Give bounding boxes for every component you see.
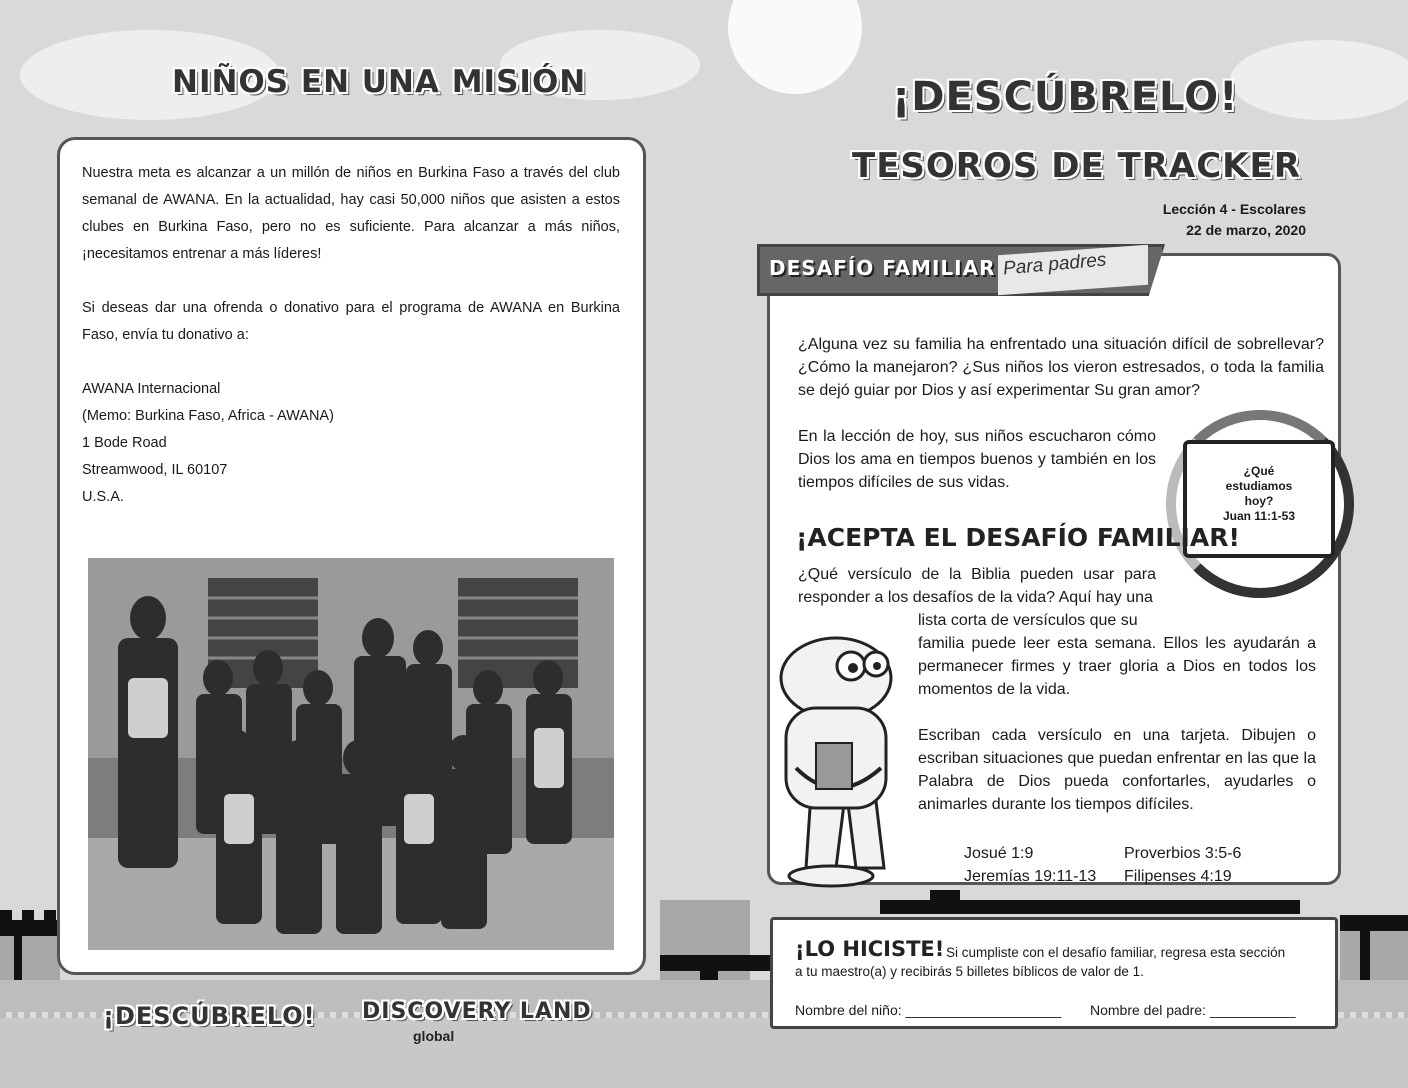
study-badge-text (1200, 464, 1318, 524)
mission-paragraph-donate: Si deseas dar una ofrenda o donativo para el programa de AWANA en Burkina Faso, envía tu donativo a: (82, 300, 620, 343)
sun-decoration (728, 0, 862, 94)
address-line: AWANA Internacional (82, 381, 221, 397)
cloud-decoration (1230, 40, 1408, 120)
address-line: 1 Bode Road (82, 435, 167, 451)
instructions-paragraph: Escriban cada versículo en una tarjeta. Dibujen o escriban situaciones que puedan enfrentar en las que la Palabra de Dios pueda confortarles, ayudarles o animarles durante los tiempos difíciles. (918, 727, 1316, 813)
descubrelo-footer-logo: ¡DESCÚBRELO! (103, 1002, 316, 1030)
mission-text (82, 160, 620, 511)
badge-question: hoy? (1244, 494, 1274, 508)
parent-name-field[interactable]: Nombre del padre: ___________ (1090, 1002, 1296, 1018)
badge-question: estudiamos (1225, 479, 1293, 493)
camel-mascot (756, 618, 906, 888)
completion-text-line2: a tu maestro(a) y recibirás 5 billetes bíblicos de valor de 1. (795, 964, 1144, 979)
challenge-text-bottom: familia puede leer esta semana. Ellos les ayudarán a permanecer firmes y traer gloria a Dios en todos los momentos de la vida. (918, 635, 1316, 698)
verse-item: Jeremías 19:11-13 (964, 868, 1097, 885)
challenge-text-top: ¿Qué versículo de la Biblia pueden usar para responder a los desafíos de la vida? Aquí hay una (798, 566, 1156, 606)
lesson-number: Lección 4 - Escolares (1162, 201, 1306, 217)
badge-scripture: Juan 11:1-53 (1222, 509, 1296, 523)
verse-item: Filipenses 4:19 (1124, 868, 1232, 885)
discovery-land-sub: global (413, 1028, 455, 1044)
tab-sub-label: Para padres (1002, 249, 1108, 280)
child-name-field[interactable]: Nombre del niño: ____________________ (795, 1002, 1062, 1018)
lesson-summary: En la lección de hoy, sus niños escucharon cómo Dios los ama en tiempos buenos y también en los tiempos difíciles de sus vidas. (798, 428, 1156, 491)
verse-item: Proverbios 3:5-6 (1124, 845, 1242, 862)
challenge-text-mid: lista corta de versículos que su (918, 612, 1138, 629)
address-line: U.S.A. (82, 489, 124, 505)
mission-paragraph-goal: Nuestra meta es alcanzar a un millón de niños en Burkina Faso a través del club semanal de AWANA. En la actualidad, hay casi 50,000 niños que asisten a estos clubes en Burkina Faso, pero no es suficiente. Para alcanzar a más niños, ¡necesitamos entrenar a más líderes! (82, 165, 620, 262)
badge-question: ¿Qué (1243, 464, 1275, 478)
address-line: (Memo: Burkina Faso, Africa - AWANA) (82, 408, 334, 424)
tab-label: DESAFÍO FAMILIAR (769, 256, 996, 280)
completion-text-line1: Si cumpliste con el desafío familiar, regresa esta sección (946, 945, 1286, 960)
address-line: Streamwood, IL 60107 (82, 462, 228, 478)
right-page-title: TESOROS DE TRACKER (852, 146, 1301, 186)
left-page-title: NIÑOS EN UNA MISIÓN (172, 64, 587, 100)
verse-item: Josué 1:9 (964, 845, 1034, 862)
discovery-land-logo: DISCOVERY LAND (362, 999, 592, 1024)
children-group-photo (88, 558, 614, 950)
mailing-address (82, 376, 620, 511)
brand-logo: ¡DESCÚBRELO! (892, 74, 1239, 120)
lesson-date: 22 de marzo, 2020 (1186, 222, 1306, 238)
completion-heading: ¡LO HICISTE! (795, 937, 945, 961)
intro-paragraph: ¿Alguna vez su familia ha enfrentado una situación difícil de sobrellevar? ¿Cómo la manejaron? ¿Sus niños los vieron estresados, o toda la familia se dejó guiar por Dios y así experimentar Su gran amor? (798, 336, 1324, 399)
challenge-heading: ¡ACEPTA EL DESAFÍO FAMILIAR! (796, 523, 1240, 552)
